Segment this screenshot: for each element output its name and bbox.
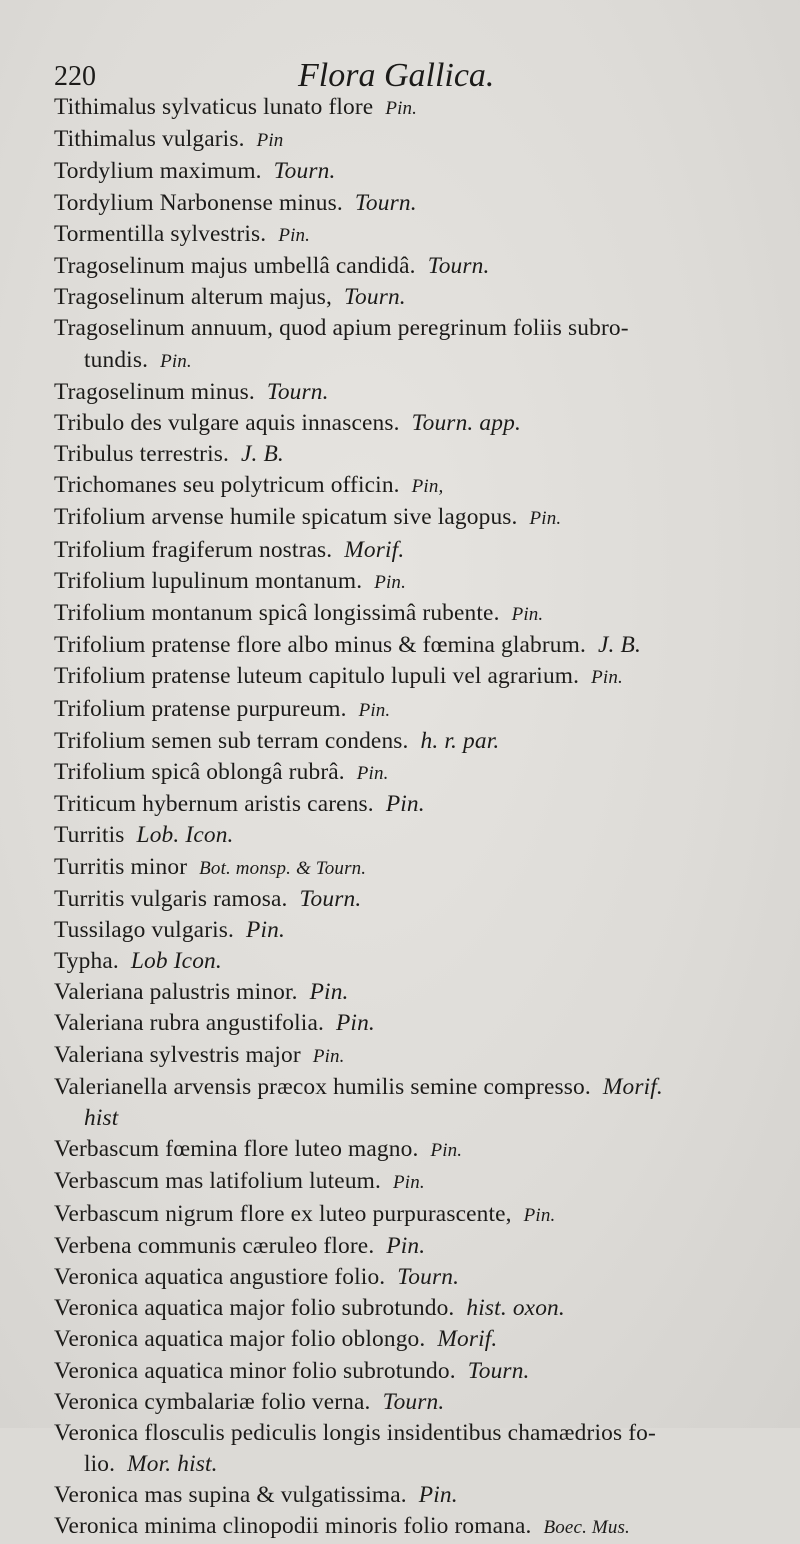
authority-citation: Pin. [278, 224, 311, 246]
species-name: Trifolium pratense luteum capitulo lupuli vel agrarium. [54, 663, 580, 690]
species-name: Verbascum nigrum flore ex luteo purpurascente, [54, 1200, 512, 1227]
species-entry [54, 946, 766, 977]
species-name: Tragoselinum annuum, quod apium peregrinum foliis subro- [54, 315, 629, 342]
running-title: Flora Gallica. [298, 57, 495, 94]
authority-citation: Tourn. [467, 1357, 530, 1384]
species-name: Veronica aquatica minor folio subrotundo. [54, 1357, 456, 1384]
authority-citation: Pin. [335, 1010, 375, 1037]
species-entry [54, 1072, 766, 1134]
species-name: Typha. [54, 948, 119, 975]
authority-citation: Pin. [374, 571, 406, 593]
species-entry [54, 1231, 766, 1262]
species-entry [54, 820, 766, 851]
species-name: Tragoselinum majus umbellâ candidâ. [54, 252, 416, 279]
authority-citation: Tourn. [354, 189, 417, 216]
species-name: Tragoselinum alterum majus, [54, 284, 332, 311]
authority-citation: J. B. [240, 441, 284, 468]
species-name: Veronica mas supina & vulgatissima. [54, 1482, 407, 1509]
species-entry [54, 1418, 766, 1480]
species-entry [54, 1134, 766, 1166]
authority-citation: Tourn. [273, 158, 336, 185]
species-entry [54, 188, 766, 219]
entry-continuation: tundis. [84, 346, 149, 373]
species-entry [54, 566, 766, 598]
authority-citation: Pin. [529, 508, 562, 530]
species-entry [54, 661, 766, 693]
species-name: Trifolium lupulinum montanum. [54, 567, 363, 594]
species-name: Verbena communis cæruleo flore. [54, 1232, 375, 1259]
species-entry [54, 502, 766, 534]
entry-continuation: lio. [84, 1451, 116, 1478]
species-name: Trifolium fragiferum nostras. [54, 536, 333, 563]
species-entry [54, 470, 766, 502]
species-entry [54, 915, 766, 946]
species-name: Veronica aquatica angustiore folio. [54, 1263, 386, 1290]
authority-citation: Boec. Mus. [543, 1517, 630, 1539]
species-name: Trifolium spicâ oblongâ rubrâ. [54, 758, 345, 785]
species-name: Tragoselinum minus. [54, 378, 255, 405]
authority-citation: Pin. [356, 762, 389, 784]
species-entry [54, 535, 766, 566]
species-entry [54, 1356, 766, 1387]
authority-citation: Tourn. [397, 1263, 460, 1290]
species-name: Trichomanes seu polytricum officin. [54, 472, 400, 499]
entry-continuation: hist [84, 1105, 119, 1131]
species-entry [54, 282, 766, 313]
authority-citation: Tourn. [266, 378, 329, 405]
species-name: Turritis [54, 822, 125, 849]
authority-citation: Pin. [312, 1045, 345, 1067]
authority-citation: J. B. [598, 632, 641, 659]
species-entry [54, 789, 766, 820]
species-name: Trifolium montanum spicâ longissimâ rubente. [54, 600, 500, 626]
authority-citation: Pin. [385, 791, 425, 818]
species-name: Trifolium pratense flore albo minus & fœmina glabrum. [54, 632, 586, 659]
species-entry [54, 1511, 766, 1543]
species-name: Triticum hybernum aristis carens. [54, 791, 374, 818]
species-entry [54, 156, 766, 187]
species-name: Veronica aquatica major folio oblongo. [54, 1326, 426, 1353]
authority-citation: h. r. par. [420, 727, 500, 754]
species-name: Veronica flosculis pediculis longis insidentibus chamædrios fo- [54, 1419, 656, 1446]
species-entry [54, 1199, 766, 1231]
species-name: Tribulo des vulgare aquis innascens. [54, 409, 400, 436]
species-entry [54, 377, 766, 408]
species-name: Tormentilla sylvestris. [54, 220, 267, 247]
species-entry [54, 1008, 766, 1039]
authority-citation: Pin. [386, 1232, 426, 1259]
species-name: Veronica cymbalariæ folio verna. [54, 1388, 371, 1415]
page-header [54, 57, 754, 97]
species-entry [54, 1040, 766, 1072]
species-name: Valeriana palustris minor. [54, 979, 298, 1006]
species-name: Valeriana sylvestris major [54, 1041, 301, 1068]
species-name: Veronica minima clinopodii minoris folio romana. [54, 1513, 532, 1540]
species-list [54, 92, 766, 1544]
authority-citation: Pin. [393, 1172, 425, 1194]
species-entry [54, 439, 766, 470]
species-entry [54, 694, 766, 726]
species-name: Valeriana rubra angustifolia. [54, 1010, 324, 1037]
authority-citation: Tourn. [344, 284, 406, 311]
authority-citation: Pin [256, 130, 284, 152]
species-name: Tordylium Narbonense minus. [54, 189, 343, 216]
species-name: Tribulus terrestris. [54, 441, 229, 468]
authority-citation: Pin. [385, 98, 418, 119]
species-name: Tithimalus vulgaris. [54, 126, 245, 153]
authority-citation: Tourn. app. [411, 409, 521, 436]
species-entry [54, 251, 766, 282]
species-entry [54, 313, 766, 376]
authority-citation: Pin. [358, 699, 391, 721]
species-name: Tordylium maximum. [54, 158, 262, 185]
species-name: Trifolium semen sub terram condens. [54, 727, 409, 754]
species-name: Verbascum fœmina flore luteo magno. [54, 1136, 419, 1163]
species-entry [54, 1480, 766, 1511]
species-entry [54, 124, 766, 156]
authority-citation: Bot. monsp. & Tourn. [199, 857, 367, 879]
species-name: Verbascum mas latifolium luteum. [54, 1168, 382, 1195]
authority-citation: Pin. [511, 604, 544, 625]
authority-citation: Morif. [602, 1073, 663, 1100]
authority-citation: Lob. Icon. [136, 822, 234, 849]
species-entry [54, 408, 766, 439]
species-entry [54, 219, 766, 251]
species-entry [54, 1293, 766, 1324]
species-name: Turritis minor [54, 853, 188, 880]
authority-citation: Pin. [430, 1140, 463, 1162]
species-entry [54, 1387, 766, 1418]
species-name: Valerianella arvensis præcox humilis semine compresso. [54, 1073, 591, 1100]
authority-citation: Tourn. [427, 252, 490, 279]
authority-citation: Morif. [437, 1326, 498, 1353]
species-entry [54, 726, 766, 757]
page-number: 220 [54, 61, 96, 92]
species-name: Veronica aquatica major folio subrotundo. [54, 1295, 455, 1322]
species-entry [54, 977, 766, 1008]
species-name: Tussilago vulgaris. [54, 916, 235, 943]
species-entry [54, 1166, 766, 1198]
species-name: Trifolium pratense purpureum. [54, 695, 347, 722]
species-entry [54, 630, 766, 661]
authority-citation: Pin. [309, 979, 349, 1006]
authority-citation: Pin. [418, 1482, 458, 1509]
authority-citation: Tourn. [299, 885, 362, 912]
species-name: Tithimalus sylvaticus lunato flore [54, 94, 374, 120]
species-entry [54, 1324, 766, 1355]
authority-citation: Lob Icon. [130, 948, 222, 975]
species-entry [54, 598, 766, 630]
authority-citation: Pin. [523, 1204, 556, 1226]
authority-citation: Pin. [246, 916, 285, 943]
authority-citation: Mor. hist. [127, 1451, 218, 1478]
authority-citation: hist. oxon. [466, 1295, 565, 1322]
species-name: Turritis vulgaris ramosa. [54, 885, 288, 912]
authority-citation: Morif. [344, 536, 405, 563]
authority-citation: Tourn. [382, 1388, 445, 1415]
species-entry [54, 1262, 766, 1293]
species-entry [54, 852, 766, 884]
authority-citation: Pin. [591, 667, 623, 689]
authority-citation: Pin. [160, 350, 192, 372]
species-entry [54, 757, 766, 789]
species-entry [54, 884, 766, 915]
species-entry [54, 92, 766, 124]
authority-citation: Pin, [411, 476, 444, 498]
species-name: Trifolium arvense humile spicatum sive lagopus. [54, 504, 518, 531]
